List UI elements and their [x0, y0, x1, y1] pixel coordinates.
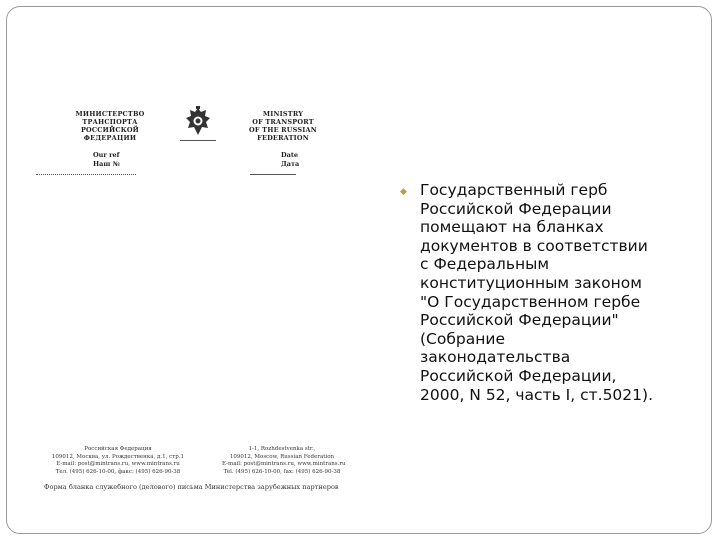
footer-line: E-mail: post@mintrans.ru, www.mintrans.ru	[222, 461, 346, 467]
bullet-line: Государственный герб	[420, 181, 608, 199]
letterhead-ref-left	[93, 151, 120, 169]
letterhead-left-title-line: РОССИЙСКОЙ ФЕДЕРАЦИИ	[80, 126, 140, 142]
letterhead-footer-right	[222, 446, 346, 476]
date-line	[250, 174, 296, 175]
bullet-line: Российской Федерации,	[420, 366, 617, 385]
letterhead-right-title-line: OF THE RUSSIAN FEDERATION	[249, 126, 317, 142]
footer-line: Тел. (495) 626-10-00, факс: (495) 626-90-38	[55, 468, 181, 475]
footer-line: Российская Федерация	[84, 446, 152, 452]
letterhead-right-title	[228, 110, 338, 142]
bullet-line: (Собрание	[420, 329, 505, 348]
bullet-line: конституционным законом	[420, 273, 642, 292]
footer-line: 109012, Moscow, Russian Federation	[229, 453, 335, 460]
letterhead-caption: Форма бланка служебного (делового) письма Министерства зарубежных партнеров	[44, 483, 339, 491]
footer-line: Tel. (495) 626-10-00, fax: (495) 626-90-38	[223, 468, 341, 475]
letterhead-left-title	[62, 110, 158, 142]
footer-line: 1-1, Rozhdestvenka str.,	[248, 446, 316, 452]
ref-number-line	[36, 174, 136, 175]
ref-label: Date	[281, 151, 298, 159]
letterhead-left-title-line: МИНИСТЕРСТВО	[75, 110, 145, 118]
bullet-line: Российской Федерации"	[420, 311, 619, 330]
bullet-line: законодательства	[420, 348, 571, 367]
footer-line: E-mail: post@mintrans.ru, www.mintrans.ru	[56, 461, 180, 467]
ref-label: Наш №	[93, 160, 120, 168]
letterhead-right-title-line: MINISTRY	[262, 110, 304, 118]
bullet-text	[420, 181, 690, 404]
letterhead-left-title-line: ТРАНСПОРТА	[82, 118, 138, 126]
letterhead-ref-right	[281, 151, 299, 169]
bullet-line: Российской Федерации	[420, 199, 612, 218]
emblem-underline	[180, 140, 216, 141]
coat-of-arms-icon	[184, 105, 212, 139]
ref-label: Our ref	[93, 151, 120, 159]
bullet-line: документов в соответствии	[420, 236, 648, 255]
bullet-diamond-icon: ◆	[400, 187, 407, 197]
footer-line: 109012, Москва, ул. Рождественка, д.1, стр.1	[51, 453, 185, 460]
ref-label: Дата	[281, 160, 300, 168]
letterhead-right-title-line: OF TRANSPORT	[252, 118, 314, 126]
letterhead-footer-left	[48, 446, 188, 476]
bullet-line: 2000, N 52, часть I, ст.5021).	[420, 385, 653, 404]
bullet-line: с Федеральным	[420, 255, 550, 274]
bullet-line: помещают на бланках	[420, 218, 604, 237]
bullet-line: "О Государственном гербе	[420, 292, 641, 311]
